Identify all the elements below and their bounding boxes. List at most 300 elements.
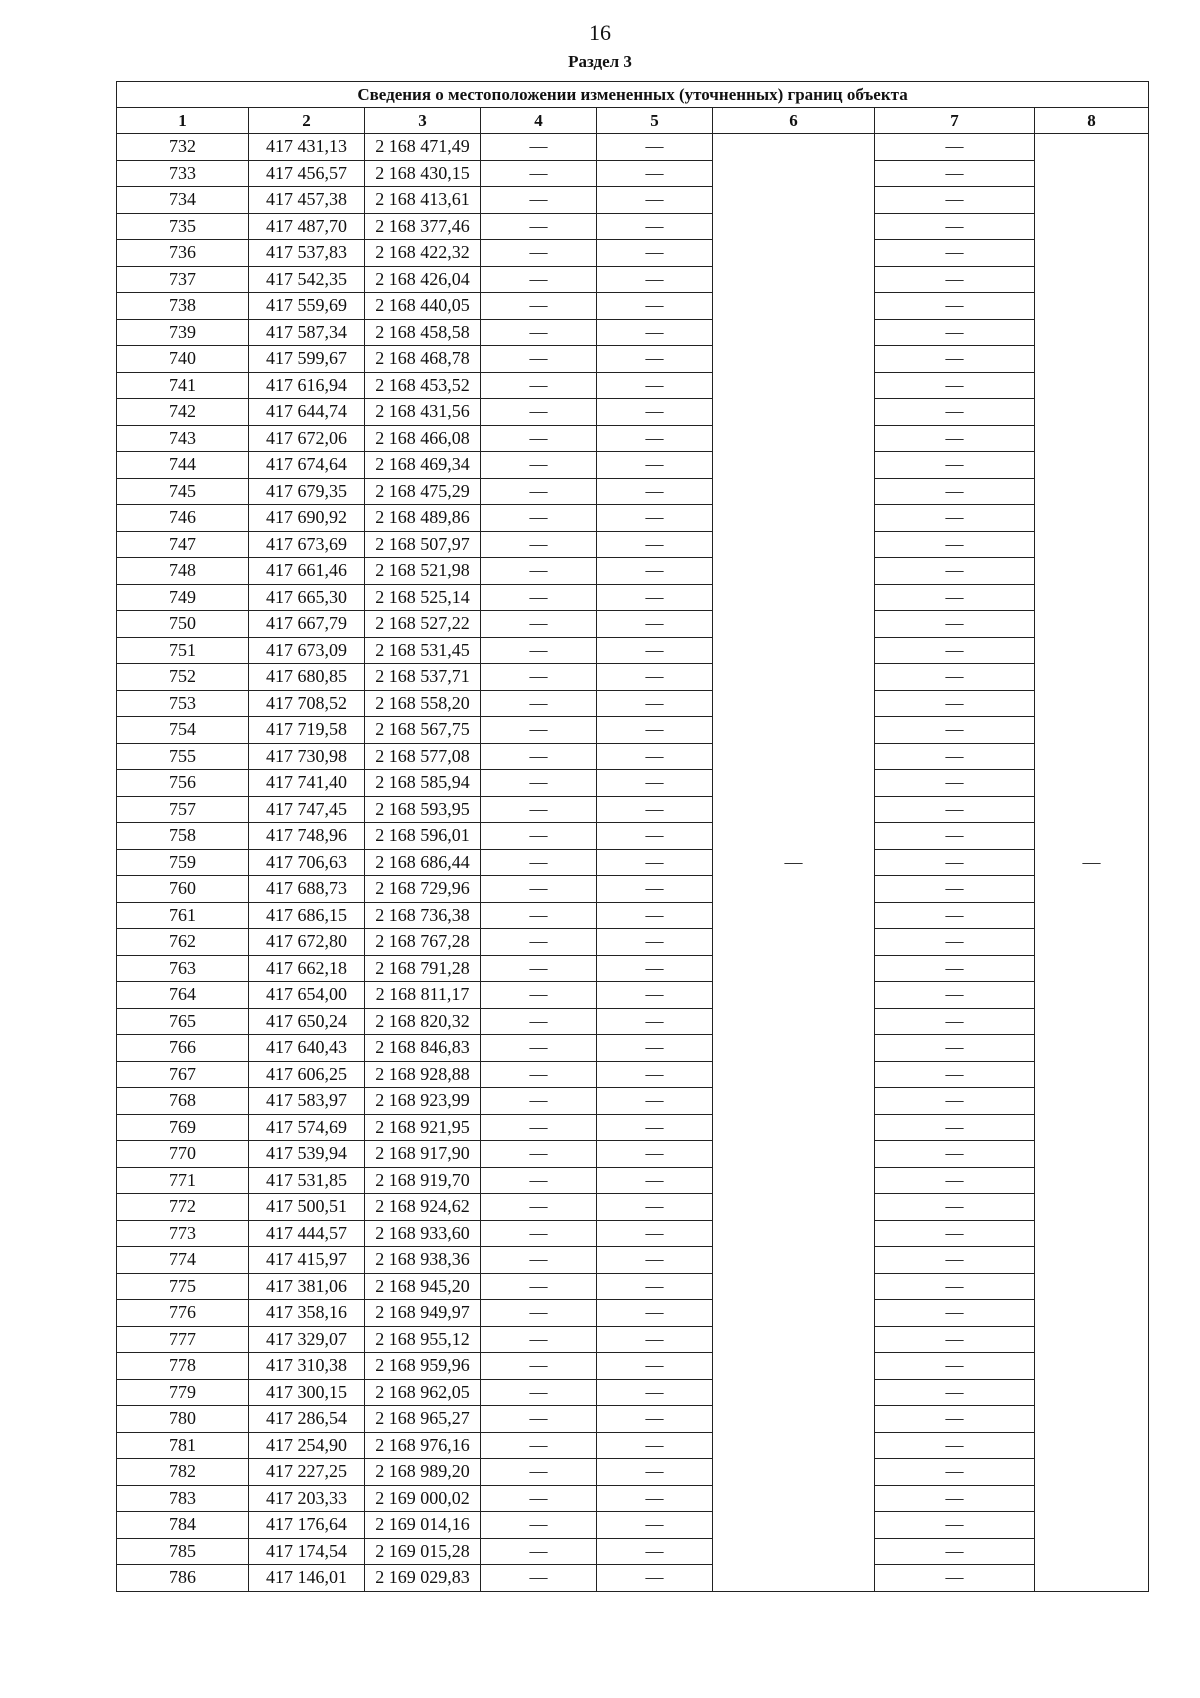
column-5-cell: — — [597, 187, 713, 214]
y-coordinate-cell: 2 168 577,08 — [365, 743, 481, 770]
y-coordinate-cell: 2 168 791,28 — [365, 955, 481, 982]
column-5-cell: — — [597, 558, 713, 585]
y-coordinate-cell: 2 168 933,60 — [365, 1220, 481, 1247]
x-coordinate-cell: 417 537,83 — [249, 240, 365, 267]
column-5-cell: — — [597, 266, 713, 293]
table-row — [117, 823, 1149, 850]
point-number-cell: 785 — [117, 1538, 249, 1565]
y-coordinate-cell: 2 168 558,20 — [365, 690, 481, 717]
column-7-cell: — — [875, 1088, 1035, 1115]
column-4-cell: — — [481, 240, 597, 267]
x-coordinate-cell: 417 599,67 — [249, 346, 365, 373]
y-coordinate-cell: 2 168 422,32 — [365, 240, 481, 267]
column-5-cell: — — [597, 1088, 713, 1115]
column-5-cell: — — [597, 637, 713, 664]
column-4-cell: — — [481, 266, 597, 293]
point-number-cell: 739 — [117, 319, 249, 346]
x-coordinate-cell: 417 662,18 — [249, 955, 365, 982]
y-coordinate-cell: 2 168 811,17 — [365, 982, 481, 1009]
y-coordinate-cell: 2 168 955,12 — [365, 1326, 481, 1353]
column-4-cell: — — [481, 1379, 597, 1406]
column-7-cell: — — [875, 1459, 1035, 1486]
column-5-cell: — — [597, 849, 713, 876]
column-4-cell: — — [481, 1538, 597, 1565]
table-row — [117, 452, 1149, 479]
column-7-cell: — — [875, 134, 1035, 161]
column-4-cell: — — [481, 1485, 597, 1512]
column-4-cell: — — [481, 876, 597, 903]
x-coordinate-cell: 417 606,25 — [249, 1061, 365, 1088]
y-coordinate-cell: 2 168 531,45 — [365, 637, 481, 664]
x-coordinate-cell: 417 680,85 — [249, 664, 365, 691]
column-7-cell: — — [875, 1538, 1035, 1565]
table-row — [117, 399, 1149, 426]
table-row — [117, 266, 1149, 293]
y-coordinate-cell: 2 168 430,15 — [365, 160, 481, 187]
y-coordinate-cell: 2 168 537,71 — [365, 664, 481, 691]
page-number: 16 — [589, 20, 611, 45]
column-5-cell: — — [597, 1459, 713, 1486]
point-number-cell: 769 — [117, 1114, 249, 1141]
column-7-cell: — — [875, 240, 1035, 267]
table-body — [117, 134, 1149, 1592]
point-number-cell: 786 — [117, 1565, 249, 1592]
x-coordinate-cell: 417 747,45 — [249, 796, 365, 823]
column-5-cell: — — [597, 160, 713, 187]
column-4-cell: — — [481, 346, 597, 373]
column-7-cell: — — [875, 1565, 1035, 1592]
column-5-cell: — — [597, 346, 713, 373]
table-row — [117, 1088, 1149, 1115]
point-number-cell: 744 — [117, 452, 249, 479]
column-4-cell: — — [481, 955, 597, 982]
column-7-cell: — — [875, 319, 1035, 346]
column-5-cell: — — [597, 1167, 713, 1194]
x-coordinate-cell: 417 203,33 — [249, 1485, 365, 1512]
column-7-cell: — — [875, 743, 1035, 770]
column-5-cell: — — [597, 425, 713, 452]
column-7-cell: — — [875, 1379, 1035, 1406]
column-4-cell: — — [481, 1273, 597, 1300]
y-coordinate-cell: 2 168 466,08 — [365, 425, 481, 452]
column-7-cell: — — [875, 982, 1035, 1009]
column-4-cell: — — [481, 1194, 597, 1221]
column-4-cell: — — [481, 187, 597, 214]
y-coordinate-cell: 2 168 965,27 — [365, 1406, 481, 1433]
point-number-cell: 772 — [117, 1194, 249, 1221]
column-5-cell: — — [597, 955, 713, 982]
column-5-cell: — — [597, 134, 713, 161]
column-5-cell: — — [597, 876, 713, 903]
column-header: 4 — [481, 108, 597, 134]
column-7-cell: — — [875, 1406, 1035, 1433]
point-number-cell: 751 — [117, 637, 249, 664]
column-7-cell: — — [875, 902, 1035, 929]
column-4-cell: — — [481, 1167, 597, 1194]
x-coordinate-cell: 417 227,25 — [249, 1459, 365, 1486]
y-coordinate-cell: 2 168 921,95 — [365, 1114, 481, 1141]
point-number-cell: 741 — [117, 372, 249, 399]
column-7-cell: — — [875, 770, 1035, 797]
column-5-cell: — — [597, 372, 713, 399]
y-coordinate-cell: 2 168 440,05 — [365, 293, 481, 320]
table-row — [117, 929, 1149, 956]
y-coordinate-cell: 2 168 489,86 — [365, 505, 481, 532]
column-4-cell: — — [481, 1406, 597, 1433]
x-coordinate-cell: 417 487,70 — [249, 213, 365, 240]
x-coordinate-cell: 417 531,85 — [249, 1167, 365, 1194]
y-coordinate-cell: 2 168 949,97 — [365, 1300, 481, 1327]
column-7-cell: — — [875, 425, 1035, 452]
column-7-cell: — — [875, 849, 1035, 876]
table-row — [117, 876, 1149, 903]
table-row — [117, 1220, 1149, 1247]
column-5-cell: — — [597, 1565, 713, 1592]
column-4-cell: — — [481, 1459, 597, 1486]
y-coordinate-cell: 2 168 729,96 — [365, 876, 481, 903]
point-number-cell: 778 — [117, 1353, 249, 1380]
column-5-cell: — — [597, 1035, 713, 1062]
y-coordinate-cell: 2 168 686,44 — [365, 849, 481, 876]
x-coordinate-cell: 417 640,43 — [249, 1035, 365, 1062]
column-7-cell: — — [875, 293, 1035, 320]
x-coordinate-cell: 417 574,69 — [249, 1114, 365, 1141]
table-row — [117, 1485, 1149, 1512]
x-coordinate-cell: 417 644,74 — [249, 399, 365, 426]
column-5-cell: — — [597, 1220, 713, 1247]
column-5-cell: — — [597, 505, 713, 532]
table-row — [117, 1406, 1149, 1433]
column-header: 7 — [875, 108, 1035, 134]
column-header: 8 — [1035, 108, 1149, 134]
point-number-cell: 758 — [117, 823, 249, 850]
column-5-cell: — — [597, 796, 713, 823]
table-row — [117, 1300, 1149, 1327]
column-4-cell: — — [481, 929, 597, 956]
column-4-cell: — — [481, 558, 597, 585]
x-coordinate-cell: 417 500,51 — [249, 1194, 365, 1221]
column-5-cell: — — [597, 319, 713, 346]
column-4-cell: — — [481, 1512, 597, 1539]
table-row — [117, 1326, 1149, 1353]
x-coordinate-cell: 417 672,06 — [249, 425, 365, 452]
column-4-cell: — — [481, 1565, 597, 1592]
point-number-cell: 735 — [117, 213, 249, 240]
y-coordinate-cell: 2 168 596,01 — [365, 823, 481, 850]
y-coordinate-cell: 2 168 938,36 — [365, 1247, 481, 1274]
column-4-cell: — — [481, 690, 597, 717]
column-5-cell: — — [597, 213, 713, 240]
x-coordinate-cell: 417 706,63 — [249, 849, 365, 876]
column-5-cell: — — [597, 1008, 713, 1035]
column-7-cell: — — [875, 531, 1035, 558]
x-coordinate-cell: 417 254,90 — [249, 1432, 365, 1459]
point-number-cell: 748 — [117, 558, 249, 585]
table-row — [117, 1459, 1149, 1486]
column-4-cell: — — [481, 743, 597, 770]
column-4-cell: — — [481, 531, 597, 558]
point-number-cell: 766 — [117, 1035, 249, 1062]
x-coordinate-cell: 417 174,54 — [249, 1538, 365, 1565]
column-4-cell: — — [481, 425, 597, 452]
y-coordinate-cell: 2 168 471,49 — [365, 134, 481, 161]
column-5-cell: — — [597, 1485, 713, 1512]
column-7-cell: — — [875, 1273, 1035, 1300]
table-row — [117, 1035, 1149, 1062]
point-number-cell: 780 — [117, 1406, 249, 1433]
column-7-cell: — — [875, 187, 1035, 214]
column-5-cell: — — [597, 452, 713, 479]
x-coordinate-cell: 417 542,35 — [249, 266, 365, 293]
column-5-cell: — — [597, 982, 713, 1009]
column-5-cell: — — [597, 1273, 713, 1300]
point-number-cell: 775 — [117, 1273, 249, 1300]
column-4-cell: — — [481, 399, 597, 426]
column-5-cell: — — [597, 1326, 713, 1353]
y-coordinate-cell: 2 168 959,96 — [365, 1353, 481, 1380]
column-4-cell: — — [481, 505, 597, 532]
y-coordinate-cell: 2 168 846,83 — [365, 1035, 481, 1062]
column-4-cell: — — [481, 849, 597, 876]
column-7-cell: — — [875, 717, 1035, 744]
y-coordinate-cell: 2 168 945,20 — [365, 1273, 481, 1300]
point-number-cell: 754 — [117, 717, 249, 744]
table-caption: Сведения о местоположении измененных (уточненных) границ объекта — [117, 82, 1149, 108]
table-row — [117, 902, 1149, 929]
x-coordinate-cell: 417 358,16 — [249, 1300, 365, 1327]
column-7-cell: — — [875, 929, 1035, 956]
column-5-cell: — — [597, 478, 713, 505]
column-7-cell: — — [875, 266, 1035, 293]
column-7-cell: — — [875, 1353, 1035, 1380]
point-number-cell: 783 — [117, 1485, 249, 1512]
y-coordinate-cell: 2 168 917,90 — [365, 1141, 481, 1168]
table-row — [117, 1538, 1149, 1565]
column-5-cell: — — [597, 531, 713, 558]
column-5-cell: — — [597, 690, 713, 717]
y-coordinate-cell: 2 168 468,78 — [365, 346, 481, 373]
column-5-cell: — — [597, 1194, 713, 1221]
column-7-cell: — — [875, 664, 1035, 691]
column-7-cell: — — [875, 1326, 1035, 1353]
column-5-cell: — — [597, 240, 713, 267]
point-number-cell: 774 — [117, 1247, 249, 1274]
table-row — [117, 531, 1149, 558]
y-coordinate-cell: 2 168 507,97 — [365, 531, 481, 558]
column-4-cell: — — [481, 293, 597, 320]
column-7-cell: — — [875, 452, 1035, 479]
point-number-cell: 750 — [117, 611, 249, 638]
column-4-cell: — — [481, 1141, 597, 1168]
y-coordinate-cell: 2 168 962,05 — [365, 1379, 481, 1406]
y-coordinate-cell: 2 168 453,52 — [365, 372, 481, 399]
column-4-cell: — — [481, 1247, 597, 1274]
column-7-cell: — — [875, 1485, 1035, 1512]
x-coordinate-cell: 417 444,57 — [249, 1220, 365, 1247]
y-coordinate-cell: 2 168 458,58 — [365, 319, 481, 346]
column-header: 6 — [713, 108, 875, 134]
column-7-cell: — — [875, 637, 1035, 664]
table-row — [117, 134, 1149, 161]
x-coordinate-cell: 417 457,38 — [249, 187, 365, 214]
column-7-cell: — — [875, 1432, 1035, 1459]
table-row — [117, 213, 1149, 240]
column-7-cell: — — [875, 505, 1035, 532]
point-number-cell: 784 — [117, 1512, 249, 1539]
x-coordinate-cell: 417 688,73 — [249, 876, 365, 903]
column-7-cell: — — [875, 690, 1035, 717]
y-coordinate-cell: 2 168 475,29 — [365, 478, 481, 505]
column-4-cell: — — [481, 1432, 597, 1459]
point-number-cell: 740 — [117, 346, 249, 373]
x-coordinate-cell: 417 329,07 — [249, 1326, 365, 1353]
table-row — [117, 1114, 1149, 1141]
x-coordinate-cell: 417 431,13 — [249, 134, 365, 161]
section-title: Раздел 3 — [568, 52, 632, 71]
x-coordinate-cell: 417 741,40 — [249, 770, 365, 797]
column-5-cell: — — [597, 584, 713, 611]
y-coordinate-cell: 2 168 919,70 — [365, 1167, 481, 1194]
y-coordinate-cell: 2 168 525,14 — [365, 584, 481, 611]
column-4-cell: — — [481, 1353, 597, 1380]
table-row — [117, 1273, 1149, 1300]
column-4-cell: — — [481, 1061, 597, 1088]
column-5-cell: — — [597, 1300, 713, 1327]
column-4-cell: — — [481, 796, 597, 823]
column-7-cell: — — [875, 1008, 1035, 1035]
column-7-cell: — — [875, 399, 1035, 426]
column-8-merged-cell: — — [1035, 134, 1149, 1592]
table-row — [117, 372, 1149, 399]
table-row — [117, 1379, 1149, 1406]
y-coordinate-cell: 2 168 736,38 — [365, 902, 481, 929]
column-7-cell: — — [875, 558, 1035, 585]
x-coordinate-cell: 417 748,96 — [249, 823, 365, 850]
table-row — [117, 743, 1149, 770]
column-4-cell: — — [481, 823, 597, 850]
x-coordinate-cell: 417 654,00 — [249, 982, 365, 1009]
point-number-cell: 743 — [117, 425, 249, 452]
column-5-cell: — — [597, 1114, 713, 1141]
column-4-cell: — — [481, 452, 597, 479]
y-coordinate-cell: 2 169 029,83 — [365, 1565, 481, 1592]
y-coordinate-cell: 2 168 521,98 — [365, 558, 481, 585]
column-5-cell: — — [597, 611, 713, 638]
column-7-cell: — — [875, 1247, 1035, 1274]
column-4-cell: — — [481, 1326, 597, 1353]
table-row — [117, 187, 1149, 214]
x-coordinate-cell: 417 686,15 — [249, 902, 365, 929]
column-header: 1 — [117, 108, 249, 134]
column-7-cell: — — [875, 955, 1035, 982]
column-7-cell: — — [875, 1194, 1035, 1221]
column-7-cell: — — [875, 611, 1035, 638]
column-5-cell: — — [597, 664, 713, 691]
column-5-cell: — — [597, 1512, 713, 1539]
column-4-cell: — — [481, 717, 597, 744]
x-coordinate-cell: 417 310,38 — [249, 1353, 365, 1380]
x-coordinate-cell: 417 690,92 — [249, 505, 365, 532]
table-row — [117, 346, 1149, 373]
x-coordinate-cell: 417 719,58 — [249, 717, 365, 744]
column-header-row — [117, 108, 1149, 134]
table-row — [117, 425, 1149, 452]
table-row — [117, 637, 1149, 664]
point-number-cell: 779 — [117, 1379, 249, 1406]
column-4-cell: — — [481, 982, 597, 1009]
x-coordinate-cell: 417 667,79 — [249, 611, 365, 638]
column-header: 3 — [365, 108, 481, 134]
point-number-cell: 745 — [117, 478, 249, 505]
x-coordinate-cell: 417 146,01 — [249, 1565, 365, 1592]
point-number-cell: 746 — [117, 505, 249, 532]
column-4-cell: — — [481, 637, 597, 664]
column-4-cell: — — [481, 478, 597, 505]
column-5-cell: — — [597, 293, 713, 320]
point-number-cell: 756 — [117, 770, 249, 797]
column-5-cell: — — [597, 1379, 713, 1406]
table-row — [117, 160, 1149, 187]
column-7-cell: — — [875, 1061, 1035, 1088]
y-coordinate-cell: 2 168 426,04 — [365, 266, 481, 293]
column-4-cell: — — [481, 1114, 597, 1141]
column-4-cell: — — [481, 1008, 597, 1035]
x-coordinate-cell: 417 650,24 — [249, 1008, 365, 1035]
column-7-cell: — — [875, 584, 1035, 611]
column-7-cell: — — [875, 1300, 1035, 1327]
column-7-cell: — — [875, 346, 1035, 373]
table-row — [117, 558, 1149, 585]
column-5-cell: — — [597, 1432, 713, 1459]
column-4-cell: — — [481, 319, 597, 346]
table-row — [117, 982, 1149, 1009]
point-number-cell: 765 — [117, 1008, 249, 1035]
x-coordinate-cell: 417 559,69 — [249, 293, 365, 320]
point-number-cell: 759 — [117, 849, 249, 876]
table-row — [117, 478, 1149, 505]
x-coordinate-cell: 417 587,34 — [249, 319, 365, 346]
point-number-cell: 747 — [117, 531, 249, 558]
y-coordinate-cell: 2 168 413,61 — [365, 187, 481, 214]
x-coordinate-cell: 417 672,80 — [249, 929, 365, 956]
column-5-cell: — — [597, 902, 713, 929]
column-7-cell: — — [875, 160, 1035, 187]
point-number-cell: 782 — [117, 1459, 249, 1486]
table-row — [117, 1512, 1149, 1539]
x-coordinate-cell: 417 730,98 — [249, 743, 365, 770]
column-4-cell: — — [481, 902, 597, 929]
column-7-cell: — — [875, 876, 1035, 903]
point-number-cell: 768 — [117, 1088, 249, 1115]
y-coordinate-cell: 2 168 567,75 — [365, 717, 481, 744]
table-row — [117, 1432, 1149, 1459]
point-number-cell: 781 — [117, 1432, 249, 1459]
point-number-cell: 763 — [117, 955, 249, 982]
point-number-cell: 776 — [117, 1300, 249, 1327]
y-coordinate-cell: 2 168 923,99 — [365, 1088, 481, 1115]
boundary-coordinates-table — [116, 81, 1149, 1592]
column-5-cell: — — [597, 770, 713, 797]
y-coordinate-cell: 2 168 976,16 — [365, 1432, 481, 1459]
column-7-cell: — — [875, 372, 1035, 399]
column-7-cell: — — [875, 213, 1035, 240]
column-5-cell: — — [597, 399, 713, 426]
column-5-cell: — — [597, 1538, 713, 1565]
column-5-cell: — — [597, 1247, 713, 1274]
y-coordinate-cell: 2 168 585,94 — [365, 770, 481, 797]
x-coordinate-cell: 417 679,35 — [249, 478, 365, 505]
table-row — [117, 1167, 1149, 1194]
